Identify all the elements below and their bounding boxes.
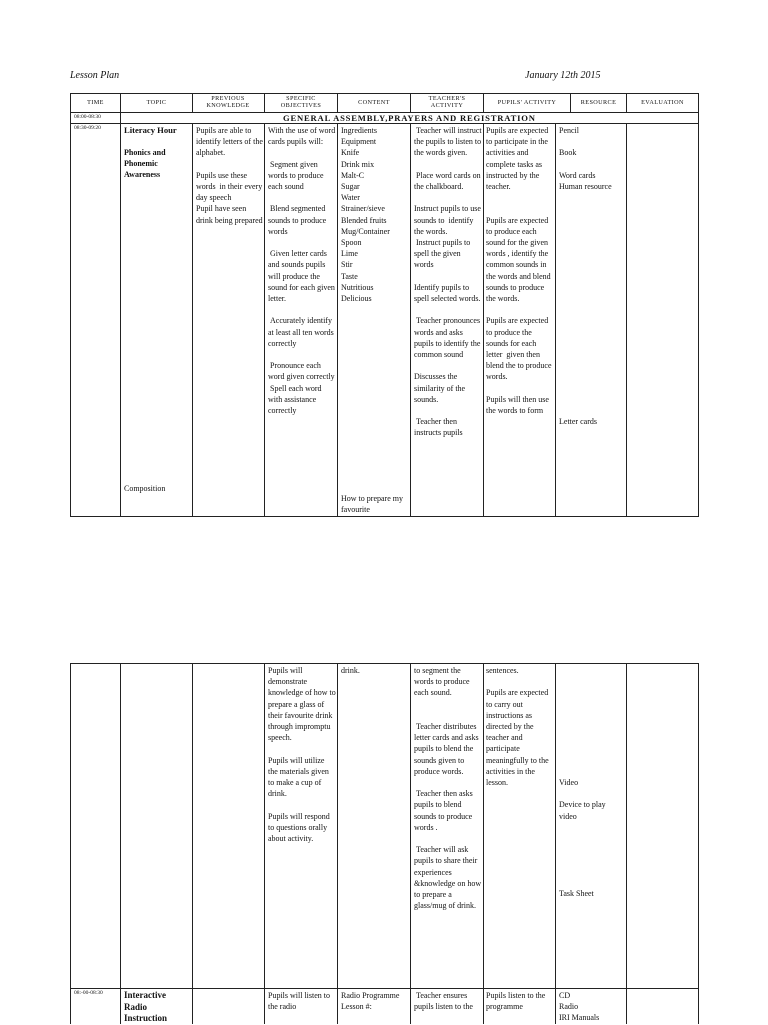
topic-interactive-radio: Interactive Radio Instruction	[124, 990, 169, 1023]
header-pupils-activity: PUPILS' ACTIVITY	[497, 99, 557, 106]
content-list: Ingredients Equipment Knife Drink mix Malt-C Sugar Water Strainer/sieve Blended fruits Mug/Container Spoon Lime Stir Taste Nutritious Delicious	[341, 126, 390, 304]
lesson-date: January 12th 2015	[525, 70, 601, 81]
document-label: Lesson Plan	[70, 70, 120, 81]
objectives-radio: Pupils will listen to the radio	[268, 991, 335, 1012]
teacher-activity-continued: to segment the words to produce each sound. Teacher distributes letter cards and asks pupils to blend the sounds given to produce words. Teacher then asks pupils to blend sounds to produce words . Teacher will ask pupils to share their experiences &knowledge on how to prepare a glass/mug of drink.	[414, 666, 482, 911]
pupils-activity-continued: sentences. Pupils are expected to carry out instructions as directed by the teacher and participate meaningfully to the activities in the lesson.	[486, 666, 549, 788]
header-topic: TOPIC	[146, 99, 167, 106]
resource-radio: CD Radio IRI Manuals	[559, 991, 600, 1023]
content-how-to-prepare: How to prepare my favourite	[341, 494, 405, 515]
pupils-activity-text: Pupils are expected to participate in the activities and complete tasks as instructed by the teacher. Pupils are expected to produce each sound for the given words , identify the common sounds in the words and blend sounds to produce the words. Pupils are expected to produce the sounds for each letter given then blend the to produce words. Pupils will then use the words to form	[486, 126, 552, 416]
objectives-text: With the use of word cards pupils will: Segment given words to produce each sound Blend segmented sounds to produce words Given letter cards and sounds pupils will produce the sound for each given letter. Accurately identify at least all ten words correctly Pronounce each word given correctly Spell each word with assistance correctly	[268, 126, 336, 416]
header-time: TIME	[87, 99, 104, 106]
assembly-banner: GENERAL ASSEMBLY,PRAYERS AND REGISTRATION	[283, 113, 536, 123]
header-previous-knowledge: PREVIOUS KNOWLEDGE	[206, 95, 250, 109]
resource-video: Video Device to play video	[559, 778, 606, 821]
row2-time: 08:30-09:20	[74, 125, 101, 131]
row3-time: 08:-00-08:30	[74, 990, 103, 996]
previous-knowledge-text: Pupils are able to identify letters of the alphabet. Pupils use these words in their every day speech Pupil have seen drink being prepared	[196, 126, 263, 225]
resource-task-sheet: Task Sheet	[559, 889, 594, 898]
header-resource: RESOURCE	[580, 99, 617, 106]
resource-list: Pencil Book Word cards Human resource	[559, 126, 612, 192]
header-content: CONTENT	[358, 99, 390, 106]
header-specific-objectives: SPECIFIC OBJECTIVES	[280, 95, 322, 109]
teacher-activity-text: Teacher will instruct the pupils to listen to the words given. Place word cards on the chalkboard. Instruct pupils to use sounds to identify the words. Instruct pupils to spell the given words Identify pupils to spell selected words. Teacher pronounces words and asks pupils to identify the common sound Discusses the similarity of the sounds. Teacher then instructs pupils	[414, 126, 482, 438]
subtopic-phonics: Phonics and Phonemic Awareness	[124, 148, 168, 180]
header-evaluation: EVALUATION	[641, 99, 684, 106]
header-teachers-activity: TEACHER'S ACTIVITY	[428, 95, 466, 109]
teacher-activity-radio: Teacher ensures pupils listen to the	[414, 991, 473, 1012]
pupils-activity-radio: Pupils listen to the programme	[486, 991, 548, 1012]
topic-composition: Composition	[124, 484, 166, 493]
row1-time: 08:00-08:30	[74, 114, 101, 120]
resource-letter-cards: Letter cards	[559, 417, 597, 426]
objectives-continued: Pupils will demonstrate knowledge of how to prepare a glass of their favourite drink through impromptu speech. Pupils will utilize the materials given to make a cup of drink. Pupils will respond to questions orally about activity.	[268, 666, 336, 844]
content-continued: drink.	[341, 666, 360, 675]
content-radio: Radio Programme Lesson #:	[341, 991, 402, 1012]
topic-literacy-hour: Literacy Hour	[124, 125, 177, 135]
